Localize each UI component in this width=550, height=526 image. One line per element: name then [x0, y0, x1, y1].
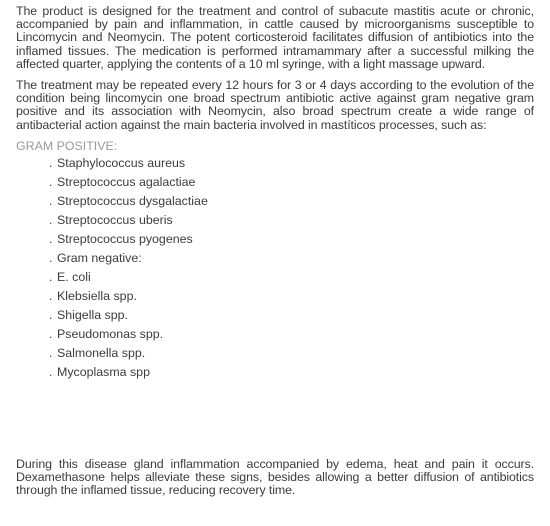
list-item-label: Gram negative: [57, 250, 142, 265]
list-item-label: Streptococcus uberis [57, 212, 173, 227]
organism-list [16, 154, 534, 382]
closing-paragraph: During this disease gland inflammation accompanied by edema, heat and pain it occurs. Dexamethasone helps alleviate these signs, besides allowing a better diffusion of antibiotics through the inflamed tissue, reducing recovery time. [16, 457, 534, 498]
list-item-label: Pseudomonas spp. [57, 326, 164, 341]
list-item [49, 173, 534, 192]
bullet-dot: . [49, 364, 53, 379]
list-item-label: Salmonella spp. [57, 345, 146, 360]
list-item [49, 230, 534, 249]
list-item-label: Mycoplasma spp [57, 364, 150, 379]
bullet-dot: . [49, 250, 53, 265]
bullet-dot: . [49, 288, 53, 303]
list-item-label: Shigella spp. [57, 307, 128, 322]
list-item [49, 363, 534, 382]
list-item [49, 249, 534, 268]
list-item [49, 211, 534, 230]
intro-paragraph: The product is designed for the treatment and control of subacute mastitis acute or chronic, accompanied by pain and inflammation, in cattle caused by microorganisms susceptible to Lincomycin and Neomycin. The potent corticosteroid facilitates diffusion of antibiotics into the inflamed tissues. The medication is performed intramammary after a successful milking the affected quarter, applying the contents of a 10 ml syringe, with a light massage upward. [16, 4, 534, 71]
section-heading-gram-positive: GRAM POSITIVE: [16, 138, 118, 153]
list-item [49, 344, 534, 363]
treatment-paragraph: The treatment may be repeated every 12 hours for 3 or 4 days according to the evolution of the condition being lincomycin one broad spectrum antibiotic active against gram negative gram positive and its association with Neomycin, also broad spectrum create a wide range of antibacterial action against the main bacteria involved in mastíticos processes, such as: [16, 78, 534, 132]
list-item-label: Staphylococcus aureus [57, 155, 186, 170]
list-item [49, 192, 534, 211]
list-item [49, 154, 534, 173]
bullet-dot: . [49, 155, 53, 170]
bullet-dot: . [49, 326, 53, 341]
list-item-label: Streptococcus pyogenes [57, 231, 193, 246]
list-item [49, 268, 534, 287]
bullet-dot: . [49, 193, 53, 208]
bullet-dot: . [49, 307, 53, 322]
list-item [49, 325, 534, 344]
bullet-dot: . [49, 174, 53, 189]
bullet-dot: . [49, 345, 53, 360]
list-item-label: E. coli [57, 269, 91, 284]
list-item-label: Streptococcus agalactiae [57, 174, 196, 189]
list-item [49, 306, 534, 325]
bullet-dot: . [49, 212, 53, 227]
list-item-label: Klebsiella spp. [57, 288, 137, 303]
bullet-dot: . [49, 231, 53, 246]
bullet-dot: . [49, 269, 53, 284]
list-item [49, 287, 534, 306]
list-item-label: Streptococcus dysgalactiae [57, 193, 208, 208]
